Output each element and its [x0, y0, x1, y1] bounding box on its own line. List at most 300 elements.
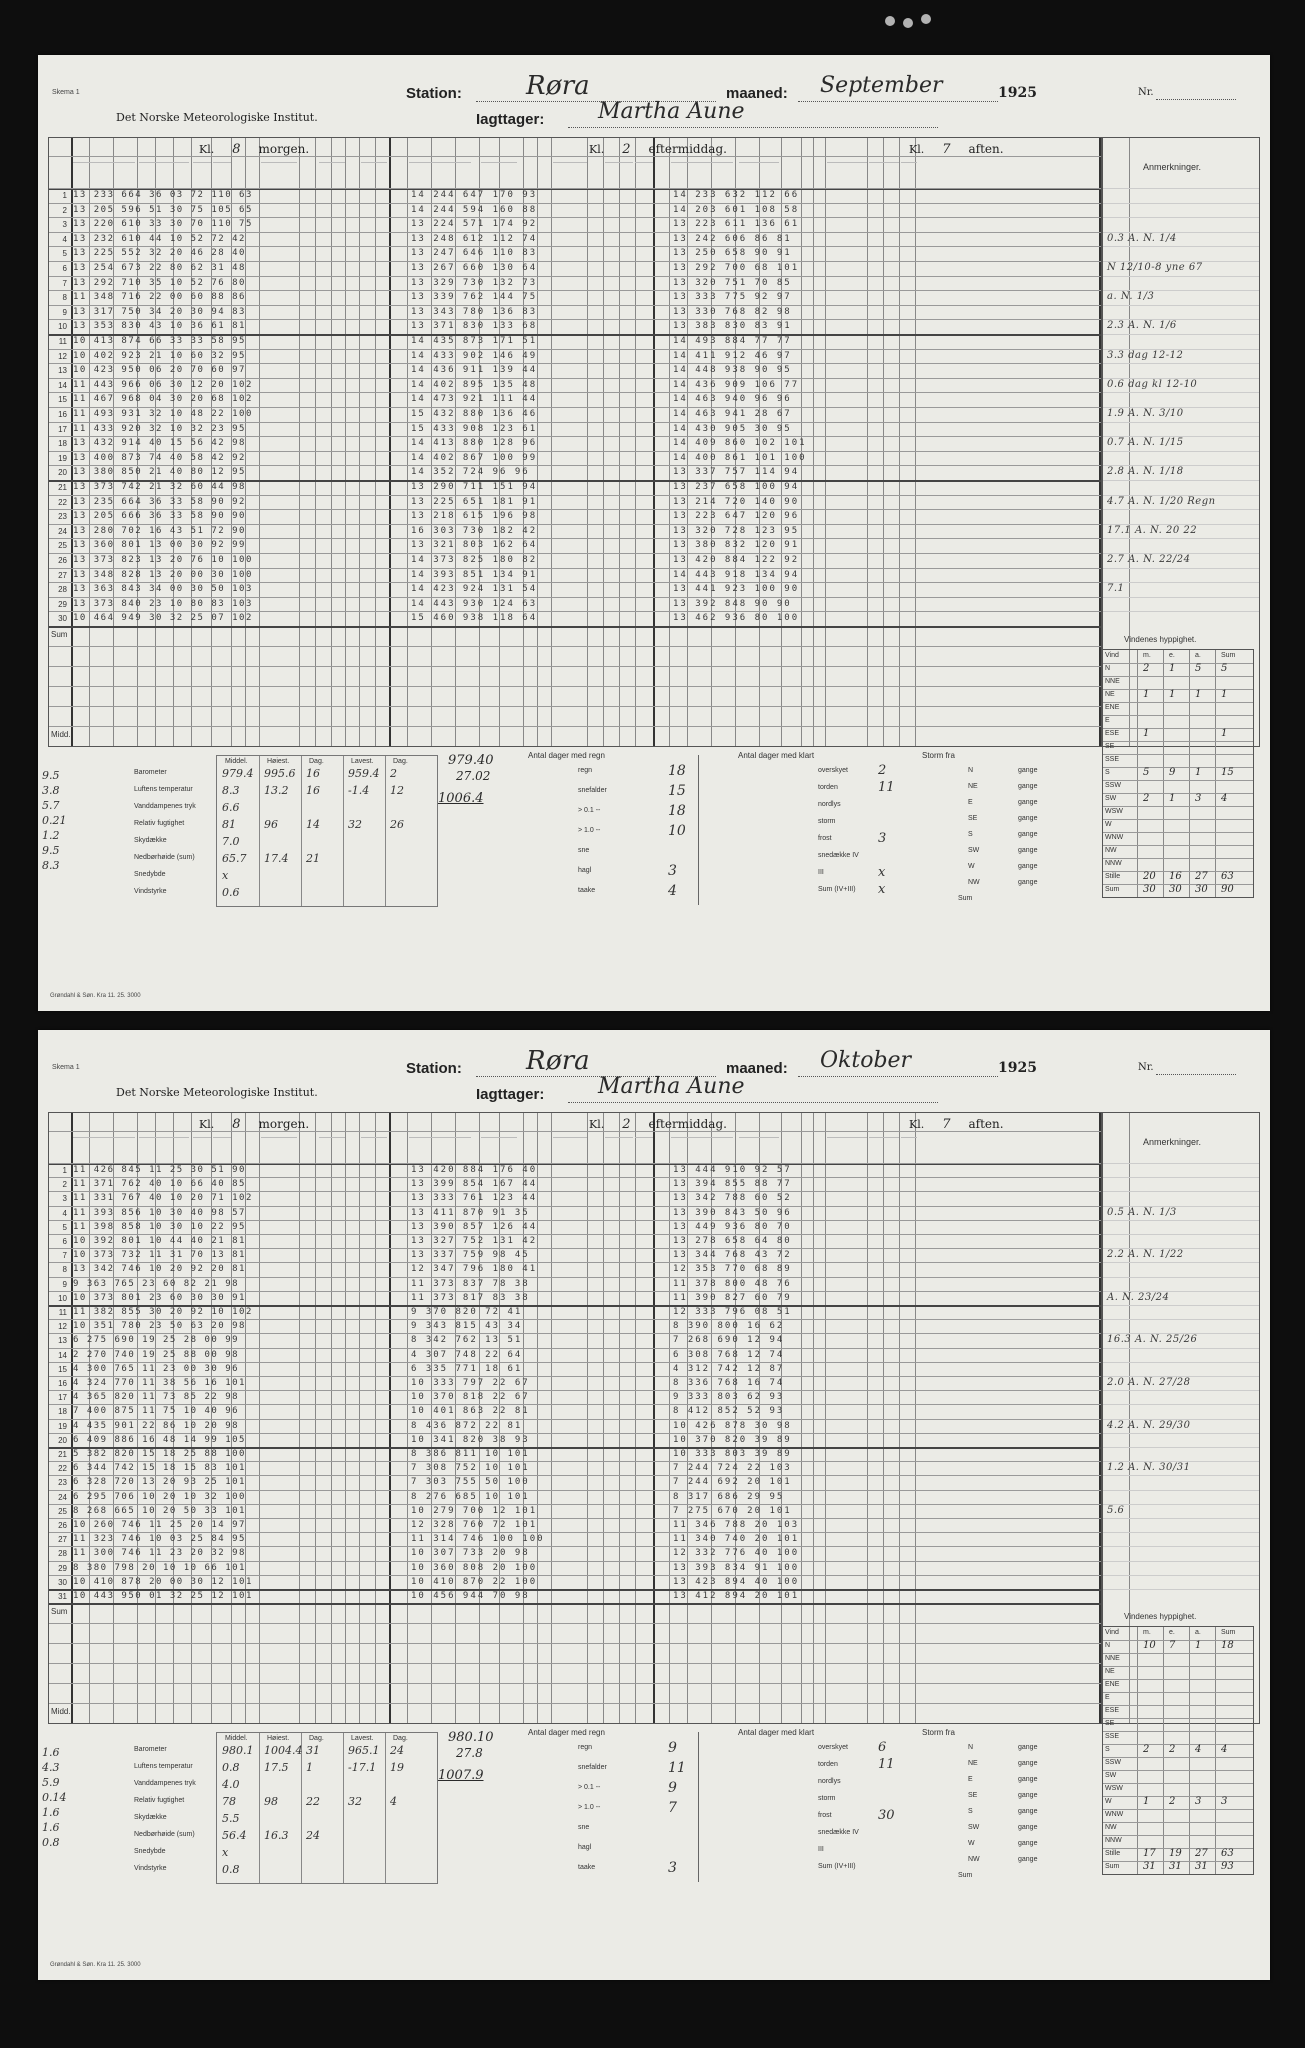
row-rule — [49, 1546, 1101, 1547]
observation-sheet-september — [38, 55, 1270, 1011]
wind-count: 15 — [1221, 767, 1234, 778]
column-header-cell — [739, 162, 779, 181]
evening-row: 13 330 768 82 98 — [673, 306, 792, 317]
pressure-note-2: 27.02 — [456, 769, 491, 783]
kl-value: 7 — [942, 142, 951, 157]
row-rule — [49, 451, 1101, 452]
wind-count: 5 — [1221, 663, 1228, 674]
day-number: 11 — [58, 1308, 67, 1317]
summary-value-midd: 8.3 — [222, 784, 240, 797]
day-number: 29 — [58, 599, 67, 609]
wind-row-rule — [1103, 1705, 1253, 1706]
day-number: 13 — [58, 366, 67, 376]
evening-row: 13 292 700 68 101 — [673, 263, 800, 273]
morning-row: 13 363 843 34 00 30 50 103 — [73, 584, 253, 595]
remarks-rule — [1103, 276, 1259, 277]
row-rule — [49, 422, 1101, 423]
header-rule — [49, 156, 1101, 157]
summary-value-dag2: 2 — [390, 767, 397, 780]
summary-value-hoiest: 13.2 — [264, 784, 289, 797]
section-name: morgen. — [258, 1117, 310, 1131]
scan-specks — [885, 14, 945, 30]
rain-days-item: regn — [578, 1744, 593, 1752]
summary-col-rule — [343, 1733, 344, 1883]
kl-label: Kl. — [589, 1118, 605, 1131]
remark-entry: 16.3 A. N. 25/26 — [1107, 1334, 1198, 1346]
wind-direction: S — [1105, 1746, 1110, 1754]
kl-value: 8 — [232, 1117, 241, 1132]
afternoon-row: 13 321 803 162 64 — [411, 540, 538, 551]
wind-direction: N — [1105, 665, 1111, 672]
morning-row: 13 353 830 43 10 36 61 81 — [73, 321, 246, 332]
remarks-rule — [1103, 568, 1259, 569]
evening-row: 11 346 788 20 103 — [673, 1520, 800, 1530]
day-number: 27 — [58, 1535, 67, 1545]
evening-row: 14 436 909 106 77 — [673, 379, 800, 390]
morning-row: 11 371 762 40 10 66 40 85 — [73, 1179, 246, 1190]
remarks-rule — [1103, 1191, 1259, 1192]
day-number: 16 — [58, 410, 67, 419]
column-divider — [375, 138, 376, 746]
wind-row-rule — [1103, 1783, 1253, 1784]
afternoon-row: 14 244 647 170 93 — [411, 190, 538, 200]
clear-days-item: overskyet — [818, 767, 848, 774]
station-label: Station: — [406, 1060, 462, 1077]
rain-days-item: > 1.0 -- — [578, 1804, 601, 1812]
morning-row: 13 280 702 16 43 51 72 90 — [73, 525, 246, 536]
storm-gange: gange — [1018, 767, 1038, 774]
wind-head: e. — [1169, 1629, 1175, 1637]
day-number: 15 — [58, 395, 67, 405]
afternoon-row: 8 386 811 10 101 — [411, 1449, 530, 1459]
afternoon-row: 13 420 884 176 40 — [411, 1165, 538, 1175]
kl-value: 2 — [622, 142, 631, 157]
summary-row-label: Barometer — [134, 769, 167, 776]
column-header-cell — [213, 1137, 231, 1156]
morning-row: 10 413 874 66 33 33 58 95 — [73, 336, 246, 346]
summary-value-midd: 56.4 — [222, 1829, 247, 1843]
column-header-cell — [869, 1137, 899, 1156]
afternoon-row: 15 460 938 118 64 — [411, 613, 538, 624]
morning-row: 11 393 856 10 30 40 98 57 — [73, 1207, 246, 1218]
summary-value-dag: 22 — [306, 1795, 320, 1809]
wind-row-rule — [1103, 1757, 1253, 1758]
remarks-rule — [1103, 1277, 1259, 1278]
summary-rule — [49, 666, 1101, 667]
row-rule — [49, 1518, 1101, 1519]
summary-row-label: Barometer — [134, 1746, 167, 1754]
afternoon-row: 14 413 880 128 96 — [411, 438, 538, 449]
summary-value-midd: 6.6 — [222, 801, 240, 814]
clear-days-item: snedække IV — [818, 852, 859, 859]
column-header-cell — [635, 1137, 653, 1156]
left-note-value: 5.7 — [42, 799, 60, 812]
afternoon-row: 10 456 944 70 98 — [411, 1591, 530, 1601]
wind-direction: NNE — [1105, 678, 1120, 685]
summary-value-midd: 5.5 — [222, 1812, 240, 1826]
wind-head: Sum — [1221, 652, 1236, 659]
day-number: 17 — [58, 424, 67, 434]
storm-direction: S — [968, 1808, 973, 1816]
evening-row: 13 390 843 50 96 — [673, 1207, 792, 1218]
wind-count: 1 — [1221, 689, 1228, 700]
row-rule — [49, 1319, 1101, 1320]
storm-gange: gange — [1018, 879, 1038, 886]
morning-row: 10 423 950 06 20 70 60 97 — [73, 365, 246, 376]
morning-row: 13 292 710 35 10 52 76 80 — [73, 277, 246, 288]
evening-row: 6 308 768 12 74 — [673, 1349, 785, 1360]
imprint: Grøndahl & Søn. Kra 11. 25. 3000 — [50, 1962, 141, 1968]
institute-name: Det Norske Meteorologiske Institut. — [116, 1086, 318, 1099]
header-rule — [49, 1131, 1101, 1132]
rain-days-value: 7 — [668, 1800, 677, 1817]
evening-row: 13 444 910 92 57 — [673, 1165, 792, 1175]
remarks-rule — [1103, 1177, 1259, 1178]
storm-direction: N — [968, 767, 974, 774]
remark-entry: 7.1 — [1107, 583, 1125, 595]
evening-row: 8 317 686 29 95 — [673, 1491, 785, 1502]
remarks-rule — [1103, 1532, 1259, 1533]
evening-row: 7 268 690 12 94 — [673, 1335, 785, 1346]
day-number: 26 — [58, 556, 67, 565]
wind-head: Vind — [1105, 652, 1119, 659]
row-rule — [49, 217, 1101, 218]
column-divider — [653, 138, 655, 746]
remarks-rule — [1103, 392, 1259, 393]
summary-col-head: Høiest. — [267, 1735, 290, 1743]
year: 1925 — [998, 1060, 1037, 1076]
afternoon-row: 14 435 873 171 51 — [411, 336, 538, 346]
summary-value-dag2: 12 — [390, 784, 404, 797]
wind-count: 63 — [1221, 1848, 1234, 1860]
row-rule — [49, 1433, 1101, 1434]
afternoon-row: 12 328 760 72 101 — [411, 1520, 538, 1530]
day-number: 14 — [58, 1350, 67, 1360]
wind-row-rule — [1103, 741, 1253, 742]
row-rule — [49, 392, 1101, 393]
evening-row: 9 333 803 62 93 — [673, 1392, 785, 1403]
row-rule — [49, 1248, 1101, 1249]
wind-count: 27 — [1195, 1848, 1208, 1860]
clear-days-title: Antal dager med klart — [738, 751, 815, 760]
morning-row: 11 300 746 11 23 20 32 98 — [73, 1548, 246, 1559]
day-number: 11 — [58, 337, 67, 346]
row-rule — [49, 349, 1101, 350]
storm-gange: gange — [1018, 1776, 1038, 1784]
afternoon-row: 13 290 711 151 94 — [411, 482, 538, 492]
storm-title: Storm fra — [922, 751, 955, 760]
afternoon-row: 14 352 724 96 96 — [411, 467, 530, 478]
column-divider — [619, 138, 620, 746]
maaned-value: Oktober — [820, 1048, 912, 1073]
wind-count: 1 — [1169, 689, 1176, 700]
wind-direction: W — [1105, 1798, 1112, 1806]
row-rule — [49, 1561, 1101, 1562]
sum-label: Sum — [51, 1607, 68, 1617]
afternoon-row: 10 307 733 20 98 — [411, 1548, 530, 1559]
wind-row-rule — [1103, 676, 1253, 677]
wind-row-rule — [1103, 1692, 1253, 1693]
summary-row-label: Relativ fugtighet — [134, 1797, 185, 1805]
wind-row-rule — [1103, 780, 1253, 781]
kl-label: Kl. — [909, 1118, 925, 1131]
kl-label: Kl. — [909, 143, 925, 156]
summary-row-label: Snedybde — [134, 1848, 166, 1856]
wind-count: 20 — [1143, 871, 1156, 882]
afternoon-row: 13 411 870 91 35 — [411, 1207, 530, 1218]
left-note-value: 1.6 — [42, 1746, 60, 1760]
rain-days-item: sne — [578, 1824, 590, 1832]
wind-count: 3 — [1195, 793, 1202, 804]
left-note-value: 5.9 — [42, 1776, 60, 1790]
summary-col-rule — [301, 756, 302, 906]
section-name: morgen. — [258, 142, 310, 156]
imprint: Grøndahl & Søn. Kra 11. 25. 3000 — [50, 993, 141, 999]
wind-col-rule — [1215, 1627, 1216, 1874]
rain-days-value: 9 — [668, 1780, 677, 1797]
afternoon-row: 14 244 594 160 88 — [411, 204, 538, 215]
evening-row: 13 223 611 136 61 — [673, 219, 800, 230]
wind-direction: E — [1105, 1694, 1110, 1702]
wind-col-rule — [1189, 1627, 1190, 1874]
evening-row: 14 493 884 77 77 — [673, 336, 792, 346]
wind-direction: ESE — [1105, 730, 1120, 737]
wind-row-rule — [1103, 858, 1253, 859]
afternoon-row: 13 225 651 181 91 — [411, 496, 538, 507]
row-rule — [49, 290, 1101, 291]
remarks-rule — [1103, 1220, 1259, 1221]
wind-count: 3 — [1221, 1796, 1228, 1808]
clear-days-item: Sum (IV+III) — [818, 886, 856, 893]
morning-row: 11 331 767 40 10 20 71 102 — [73, 1193, 253, 1204]
column-divider — [899, 138, 900, 746]
remark-entry: A. N. 23/24 — [1107, 1291, 1170, 1303]
clear-days-item: nordlys — [818, 1778, 841, 1786]
rain-days-value: 3 — [668, 863, 677, 879]
evening-row: 14 443 918 134 94 — [673, 569, 800, 580]
remarks-rule — [1103, 203, 1259, 204]
wind-direction: Stille — [1105, 1850, 1121, 1858]
evening-row: 7 275 670 20 101 — [673, 1505, 792, 1516]
wind-direction: Stille — [1105, 873, 1121, 880]
wind-count: 18 — [1221, 1640, 1234, 1652]
section-name: eftermiddag. — [648, 1117, 727, 1131]
day-number: 18 — [58, 1407, 67, 1417]
column-header-cell — [193, 162, 211, 181]
wind-count: 31 — [1169, 1861, 1182, 1873]
afternoon-row: 10 333 797 22 67 — [411, 1378, 530, 1388]
summary-value-lavest: -17.1 — [348, 1761, 377, 1775]
day-number: 2 — [62, 1180, 67, 1190]
morning-row: 5 382 820 15 18 25 88 100 — [73, 1449, 246, 1459]
row-rule — [49, 611, 1101, 612]
wind-direction: ESE — [1105, 1707, 1120, 1715]
afternoon-row: 13 247 646 110 83 — [411, 248, 538, 259]
clear-days-item: Sum (IV+III) — [818, 1863, 856, 1871]
column-header-cell — [409, 1137, 471, 1156]
remark-entry: N 12/10-8 yne 67 — [1107, 262, 1203, 273]
wind-count: 90 — [1221, 884, 1234, 895]
summary-col-head: Dag. — [393, 1735, 408, 1743]
afternoon-row: 11 373 837 78 38 — [411, 1278, 530, 1289]
day-number: 25 — [58, 1506, 67, 1516]
evening-row: 14 463 941 28 67 — [673, 409, 792, 419]
remarks-rule — [1103, 1362, 1259, 1363]
row-rule — [49, 203, 1101, 204]
maaned-label: maaned: — [726, 1060, 788, 1077]
evening-row: 13 449 936 80 70 — [673, 1221, 792, 1232]
summary-row-label: Vanddampenes tryk — [134, 1780, 196, 1788]
pressure-note: 979.40 — [448, 753, 494, 768]
morning-row: 11 348 716 22 00 60 88 86 — [73, 292, 246, 303]
summary-divider — [698, 755, 699, 905]
remark-entry: 2.8 A. N. 1/18 — [1107, 466, 1184, 478]
day-number: 23 — [58, 512, 67, 522]
storm-gange: gange — [1018, 863, 1038, 870]
wind-count: 3 — [1195, 1796, 1202, 1808]
storm-gange: gange — [1018, 1840, 1038, 1848]
wind-count: 19 — [1169, 1848, 1182, 1860]
wind-direction: E — [1105, 717, 1110, 724]
day-number: 20 — [58, 1435, 67, 1445]
day-number: 3 — [62, 1194, 67, 1204]
storm-direction: E — [968, 799, 973, 806]
morning-row: 13 235 664 36 33 58 90 92 — [73, 496, 246, 507]
morning-row: 4 435 901 22 86 10 20 98 — [73, 1420, 240, 1431]
wind-head: Sum — [1221, 1629, 1236, 1637]
row-rule — [49, 1291, 1101, 1292]
morning-row: 10 260 746 11 25 20 14 97 — [73, 1520, 246, 1530]
evening-row: 14 233 632 112 66 — [673, 190, 800, 200]
summary-value-lavest: 959.4 — [348, 767, 380, 780]
afternoon-row: 14 402 867 100 99 — [411, 452, 538, 463]
remarks-rule — [1103, 611, 1259, 612]
nr-label: Nr. — [1138, 1062, 1154, 1073]
afternoon-row: 9 370 820 72 41 — [411, 1307, 523, 1317]
summary-value-midd: 980.1 — [222, 1744, 254, 1758]
afternoon-row: 15 432 880 136 46 — [411, 409, 538, 419]
maaned-label: maaned: — [726, 85, 788, 102]
evening-row: 11 390 827 60 79 — [673, 1292, 792, 1303]
evening-row: 13 242 606 86 81 — [673, 233, 792, 244]
row-rule — [49, 1333, 1101, 1334]
storm-gange: gange — [1018, 831, 1038, 838]
afternoon-row: 6 335 771 18 61 — [411, 1363, 523, 1374]
evening-row: 10 333 803 39 89 — [673, 1449, 792, 1459]
clear-days-value: 11 — [878, 1757, 895, 1773]
row-rule — [49, 1419, 1101, 1420]
summary-value-midd: x — [222, 869, 229, 882]
rain-days-value: 11 — [668, 1760, 686, 1777]
row-rule — [49, 363, 1101, 364]
section-title-afternoon — [589, 142, 727, 157]
storm-direction: SW — [968, 847, 980, 854]
morning-row: 8 268 665 10 20 50 33 101 — [73, 1505, 246, 1516]
column-divider — [345, 138, 346, 746]
remarks-rule — [1103, 582, 1259, 583]
row-rule — [49, 378, 1101, 379]
wind-direction: NW — [1105, 847, 1117, 854]
summary-rule — [49, 706, 1101, 707]
wind-count: 5 — [1195, 663, 1202, 674]
wind-count: 30 — [1169, 884, 1182, 895]
afternoon-row: 7 308 752 10 101 — [411, 1463, 530, 1474]
morning-row: 13 348 828 13 20 00 30 100 — [73, 569, 253, 580]
column-header-cell — [739, 1137, 779, 1156]
morning-row: 13 380 850 21 40 80 12 95 — [73, 467, 246, 478]
remark-entry: 5.6 — [1107, 1504, 1125, 1516]
row-rule — [49, 597, 1101, 598]
column-header-cell — [409, 162, 471, 181]
station-value: Røra — [526, 71, 590, 101]
row-rule — [49, 1376, 1101, 1377]
storm-gange: gange — [1018, 783, 1038, 790]
row-rule — [49, 1475, 1101, 1476]
column-divider — [315, 138, 316, 746]
section-title-morning — [199, 1117, 309, 1132]
column-header-cell — [869, 162, 899, 181]
remarks-rule — [1103, 538, 1259, 539]
morning-row: 7 400 875 11 75 10 40 96 — [73, 1406, 240, 1417]
afternoon-row: 14 402 895 135 48 — [411, 379, 538, 390]
summary-value-midd: 81 — [222, 818, 236, 831]
summary-row-label: Relativ fugtighet — [134, 820, 185, 827]
day-number: 10 — [58, 322, 67, 332]
rain-days-value: 3 — [668, 1860, 677, 1877]
evening-row: 12 332 776 40 100 — [673, 1548, 800, 1559]
clear-days-item: torden — [818, 1761, 838, 1769]
wind-direction: NNE — [1105, 1655, 1120, 1663]
kl-label: Kl. — [199, 143, 215, 156]
morning-row: 13 225 552 32 20 46 28 40 — [73, 248, 246, 259]
wind-row-rule — [1103, 1796, 1253, 1797]
schema-label: Skema 1 — [52, 89, 80, 96]
morning-row: 10 402 923 21 10 60 32 95 — [73, 350, 246, 361]
remarks-rule — [1103, 1262, 1259, 1263]
rain-days-title: Antal dager med regn — [528, 751, 605, 760]
row-rule — [49, 188, 1101, 189]
iagttager-value: Martha Aune — [598, 1074, 745, 1099]
summary-value-hoiest: 17.5 — [264, 1761, 289, 1775]
storm-gange: gange — [1018, 1792, 1038, 1800]
evening-row: 8 336 768 16 74 — [673, 1378, 785, 1388]
day-number: 8 — [62, 1265, 67, 1275]
day-number: 22 — [58, 1464, 67, 1474]
column-header-cell — [361, 1137, 387, 1156]
afternoon-row: 12 347 796 180 41 — [411, 1264, 538, 1275]
afternoon-row: 8 342 762 13 51 — [411, 1335, 523, 1346]
row-rule — [49, 1206, 1101, 1207]
day-number: 30 — [58, 614, 67, 624]
wind-count: 5 — [1143, 767, 1150, 778]
evening-row: 13 337 757 114 94 — [673, 467, 800, 478]
evening-row: 11 378 800 48 76 — [673, 1278, 792, 1289]
midd-label: Midd. — [51, 730, 71, 739]
remarks-rule — [1103, 1504, 1259, 1505]
wind-count: 7 — [1169, 1640, 1176, 1652]
remarks-rule — [1103, 1447, 1259, 1448]
evening-row: 14 409 860 102 101 — [673, 438, 807, 449]
afternoon-row: 13 343 780 136 83 — [411, 306, 538, 317]
station-value: Røra — [526, 1046, 590, 1076]
morning-row: 10 464 949 30 32 25 07 102 — [73, 613, 253, 624]
column-header-cell — [481, 1137, 517, 1156]
morning-row: 4 324 770 11 38 56 16 101 — [73, 1378, 246, 1388]
summary-col-head: Middel. — [225, 758, 248, 765]
wind-row-rule — [1103, 1822, 1253, 1823]
summary-value-midd: 65.7 — [222, 852, 247, 865]
day-number: 12 — [58, 1322, 67, 1332]
